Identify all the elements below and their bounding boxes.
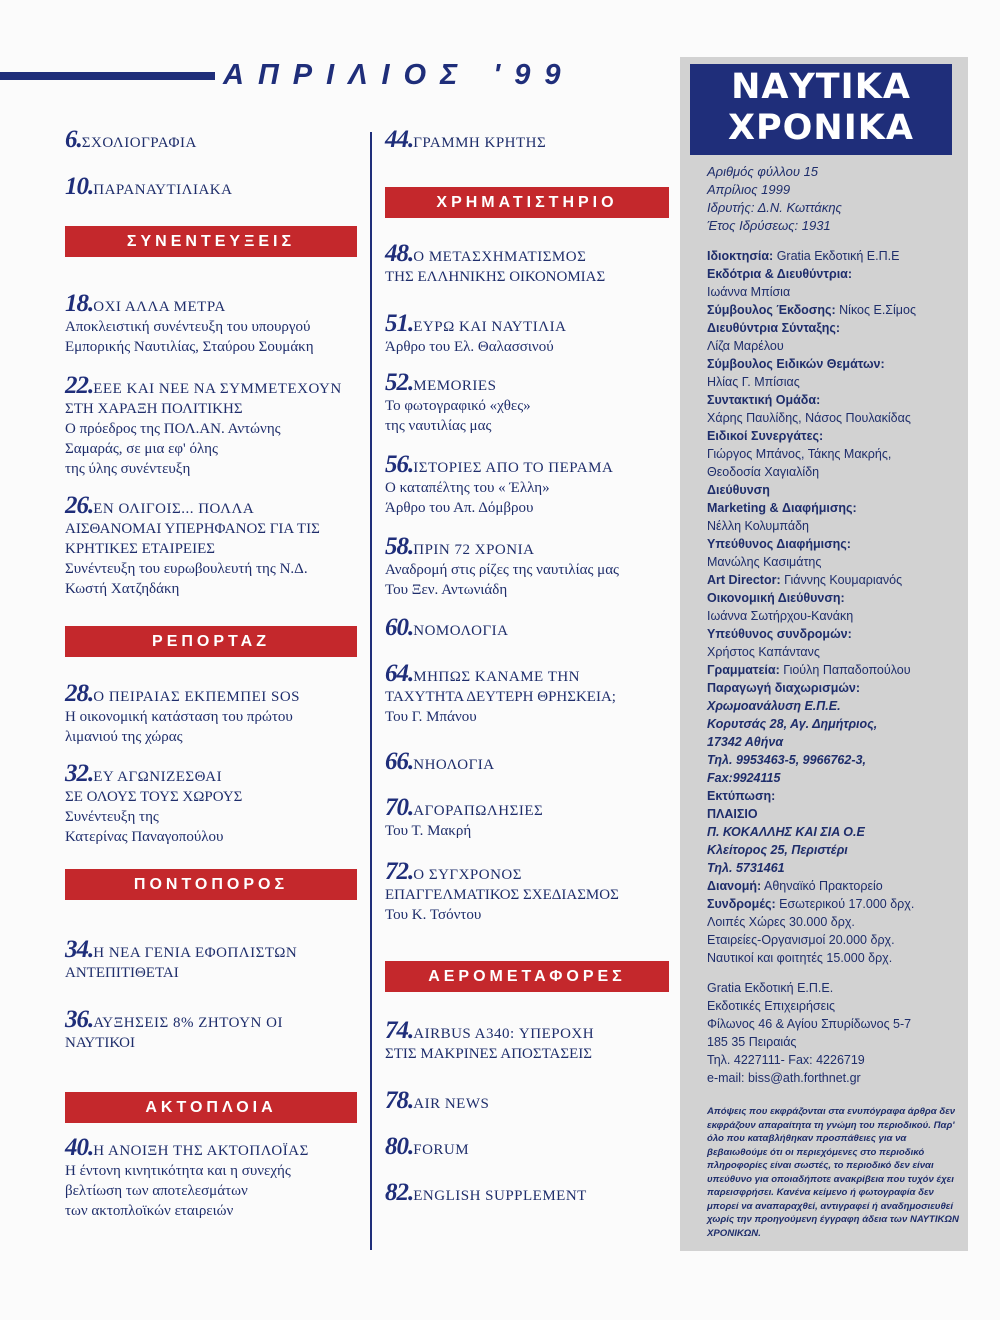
toc-entry[interactable]: 18.ΟΧΙ ΑΛΛΑ ΜΕΤΡΑ Αποκλειστική συνέντευξη του υπουργού Εμπορικής Ναυτιλίας, Σταύρου Σουμάκη [65,290,314,355]
toc-entry[interactable]: 66.ΝΗΟΛΟΓΙΑ [385,748,495,775]
toc-entry[interactable]: 64.ΜΗΠΩΣ ΚΑΝΑΜΕ ΤΗΝ ΤΑΧΥΤΗΤΑ ΔΕΥΤΕΡΗ ΘΡΗΣΚΕΙΑ; Του Γ. Μπάνου [385,660,616,725]
toc-entry[interactable]: 28.Ο ΠΕΙΡΑΙΑΣ ΕΚΠΕΜΠΕΙ SOS Η οικονομική κατάσταση του πρώτου λιμανιού της χώρας [65,680,301,745]
legal-disclaimer: Απόψεις που εκφράζονται στα ενυπόγραφα άρθρα δεν εκφράζουν απαραίτητα τη γνώμη του περιοδικού. Παρ' όλο που καταβλήθηκαν προσπάθειες για να βεβαιωθούμε ότι οι περιεχόμενες στο περιοδικό πληροφορίες είναι σωστές, το περιοδικό δεν είναι υπεύθυνο για οποιαδήποτε ανακρίβεια που τυχόν έχει παρεισφρήσει. Κανένα κείμενο ή φωτογραφία δεν μπορεί να αναπαραχθεί, αντιγραφεί ή αναδημοσιευθεί χωρίς την προηγούμενη έγγραφη άδεια των ΝΑΥΤΙΚΩΝ ΧΡΟΝΙΚΩΝ. [707,1106,959,1239]
toc-entry[interactable]: 6.ΣΧΟΛΙΟΓΡΑΦΙΑ [65,126,197,153]
toc-entry[interactable]: 44.ΓΡΑΜΜΗ ΚΡΗΤΗΣ [385,126,547,153]
toc-entry[interactable]: 10.ΠΑΡΑΝΑΥΤΙΛΙΑΚΑ [65,173,233,200]
toc-entry[interactable]: 74.AIRBUS A340: ΥΠΕΡΟΧΗ ΣΤΙΣ ΜΑΚΡΙΝΕΣ ΑΠΟΣΤΑΣΕΙΣ [385,1017,595,1062]
contact-email[interactable]: e-mail: biss@ath.forthnet.gr [707,1071,861,1085]
toc-entry[interactable]: 78.AIR NEWS [385,1087,490,1114]
toc-entry[interactable]: 26.ΕΝ ΟΛΙΓΟΙΣ... ΠΟΛΛΑ ΑΙΣΘΑΝΟΜΑΙ ΥΠΕΡΗΦΑΝΟΣ ΓΙΑ ΤΙΣ ΚΡΗΤΙΚΕΣ ΕΤΑΙΡΕΙΕΣ Συνέντευξη του ευρωβουλευτή της Ν.Δ. Κωστή Χατζηδάκη [65,492,320,597]
toc-entry[interactable]: 82.ENGLISH SUPPLEMENT [385,1179,587,1206]
section-header-air-transport: ΑΕΡΟΜΕΤΑΦΟΡΕΣ [385,961,669,992]
section-header-coastal-shipping: ΑΚΤΟΠΛΟΙΑ [65,1092,357,1123]
magazine-logo: ΝΑΥΤΙΚΑ ΧΡΟΝΙΚΑ [690,64,952,155]
column-divider [370,132,372,1250]
publication-info: Αριθμός φύλλου 15 Απρίλιος 1999 Ιδρυτής: Δ.Ν. Κωττάκης Έτος Ιδρύσεως: 1931 Ιδιοκτησία: Gratia Εκδοτική Ε.Π.Ε Εκδότρια & Διευθύντρια: Ιωάννα Μπίσια Σύμβουλος Έκδοσης: Νίκος Ε.Σίμος Διευθύντρια Σύνταξης: Λίζα Μαρέλου Σύμβουλος Ειδικών Θεμάτων: Ηλίας Γ. Μπίσιας Συντακτική Ομάδα: Χάρης Παυλίδης, Νάσος Πουλακίδας Ειδικοί Συνεργάτες: Γιώργος Μπάνος, Τάκης Μακρής, Θεοδοσία Χαγιαλίδη Διεύθυνση Marketing & Διαφήμισης: Νέλλη Κολυμπάδη Υπεύθυνος Διαφήμισης: Μανώλης Κασιμάτης Art Director: Γιάννης Κουμαριανός Οικονομική Διεύθυνση: Ιωάννα Σωτήρχου-Κανάκη Υπεύθυνος συνδρομών: Χρήστος Καπάντανς Γραμματεία: Γιούλη Παπαδοπούλου Παραγωγή διαχωρισμών: Χρωμοανάλυση Ε.Π.Ε. Κορυτσάς 28, Αγ. Δημήτριος, 17342 Αθήνα Τηλ. 9953463-5, 9966762-3, Fax:9924115 Εκτύπωση: ΠΛΑΙΣΙΟ Π. ΚΟΚΑΛΛΗΣ ΚΑΙ ΣΙΑ Ο.Ε Κλείτορος 25, Περιστέρι Τηλ. 5731461 Διανομή: Αθηναϊκό Πρακτορείο Συνδρομές: Εσωτερικού 17.000 δρχ. Λοιπές Χώρες 30.000 δρχ. Εταιρείες-Οργανισμοί 20.000 δρχ. Ναυτικοί και φοιτητές 15.000 δρχ. Gratia Εκδοτική Ε.Π.Ε. Εκδοτικές Επιχειρήσεις Φίλωνος 46 & Αγίου Σπυρίδωνος 5-7 185 35 Πειραιάς Τηλ. 4227111- Fax: 4226719 e-mail: biss@ath.forthnet.gr [707,163,967,1087]
toc-entry[interactable]: 51.ΕΥΡΩ ΚΑΙ ΝΑΥΤΙΛΙΑ Άρθρο του Ελ. Θαλασσινού [385,310,567,355]
section-header-stock-exchange: ΧΡΗΜΑΤΙΣΤΗΡΙΟ [385,187,669,218]
toc-entry[interactable]: 58.ΠΡΙΝ 72 ΧΡΟΝΙΑ Αναδρομή στις ρίζες της ναυτιλίας μας Του Ξεν. Αντωνιάδη [385,533,620,598]
section-header-interviews: ΣΥΝΕΝΤΕΥΞΕΙΣ [65,226,357,257]
issue-month-heading: ΑΠΡΙΛΙΟΣ '99 [215,58,671,92]
toc-entry[interactable]: 52.MEMORIES Το φωτογραφικό «χθες» της ναυτιλίας μας [385,369,531,434]
toc-entry[interactable]: 48.Ο ΜΕΤΑΣΧΗΜΑΤΙΣΜΟΣ ΤΗΣ ΕΛΛΗΝΙΚΗΣ ΟΙΚΟΝΟΜΙΑΣ [385,240,606,285]
toc-entry[interactable]: 32.ΕΥ ΑΓΩΝΙΖΕΣΘΑΙ ΣΕ ΟΛΟΥΣ ΤΟΥΣ ΧΩΡΟΥΣ Συνέντευξη της Κατερίνας Παναγοπούλου [65,760,243,845]
toc-entry[interactable]: 72.Ο ΣΥΓΧΡΟΝΟΣ ΕΠΑΓΓΕΛΜΑΤΙΚΟΣ ΣΧΕΔΙΑΣΜΟΣ Του Κ. Τσόντου [385,858,619,923]
toc-entry[interactable]: 34.Η ΝΕΑ ΓΕΝΙΑ ΕΦΟΠΛΙΣΤΩΝ ΑΝΤΕΠΙΤΙΘΕΤΑΙ [65,936,298,981]
toc-entry[interactable]: 60.ΝΟΜΟΛΟΓΙΑ [385,614,509,641]
toc-entry[interactable]: 36.ΑΥΞΗΣΕΙΣ 8% ΖΗΤΟΥΝ ΟΙ ΝΑΥΤΙΚΟΙ [65,1006,283,1051]
toc-entry[interactable]: 22.ΕΕΕ ΚΑΙ ΝΕΕ ΝΑ ΣΥΜΜΕΤΕΧΟΥΝ ΣΤΗ ΧΑΡΑΞΗ ΠΟΛΙΤΙΚΗΣ Ο πρόεδρος της ΠΟΛ.ΑΝ. Αντώνης Σαμαράς, σε μια εφ' όλης της ύλης συνέντευξη [65,372,342,477]
section-header-reportage: ΡΕΠΟΡΤΑΖ [65,626,357,657]
toc-entry[interactable]: 56.ΙΣΤΟΡΙΕΣ ΑΠΟ ΤΟ ΠΕΡΑΜΑ Ο καταπέλτης του « Έλλη» Άρθρο του Απ. Δόμβρου [385,451,614,516]
toc-entry[interactable]: 80.FORUM [385,1133,470,1160]
section-header-ocean-going: ΠΟΝΤΟΠΟΡΟΣ [65,869,357,900]
toc-entry[interactable]: 70.ΑΓΟΡΑΠΩΛΗΣΙΕΣ Του Τ. Μακρή [385,794,544,839]
toc-entry[interactable]: 40.Η ΑΝΟΙΞΗ ΤΗΣ ΑΚΤΟΠΛΟΪΑΣ Η έντονη κινητικότητα και η συνεχής βελτίωση των αποτελεσμάτων των ακτοπλοϊκών εταιρειών [65,1134,309,1219]
